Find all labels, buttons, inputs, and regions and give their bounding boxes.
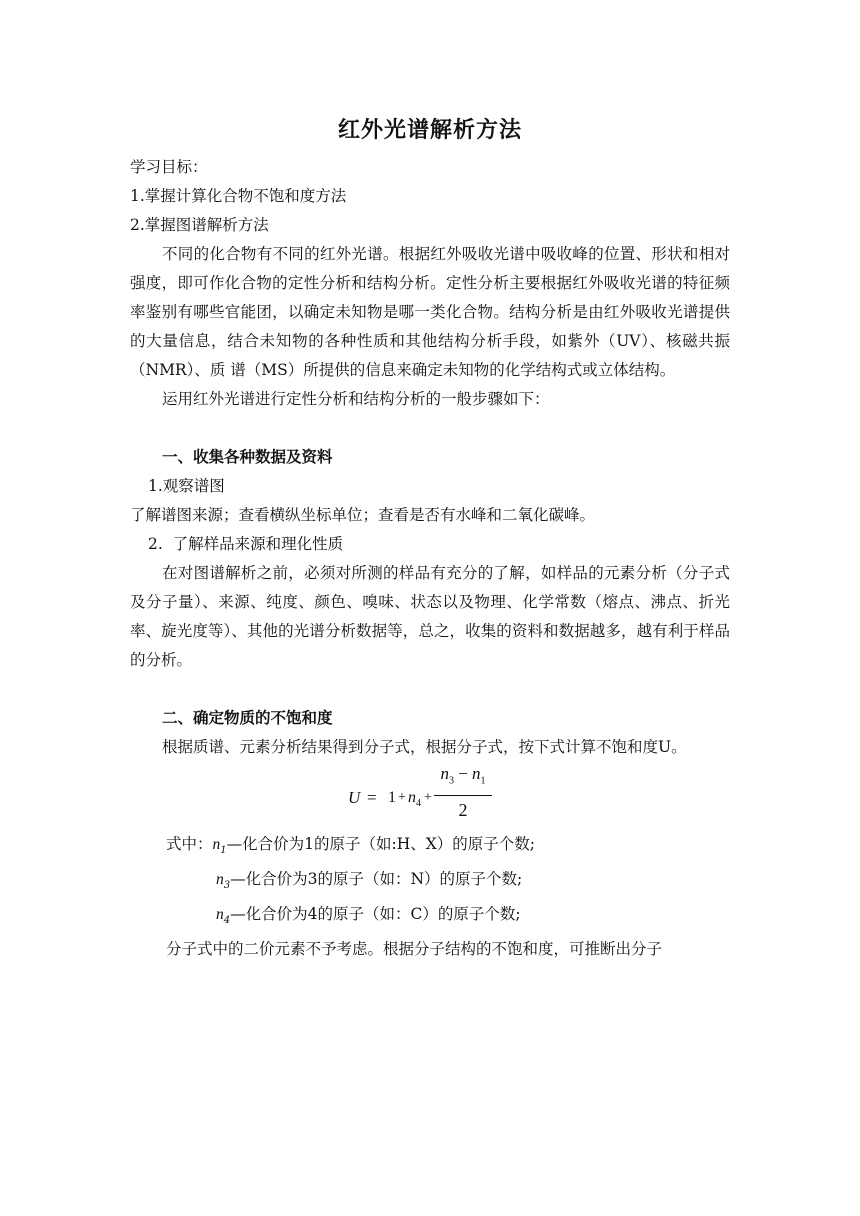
- formula-n4: $n_4$: [408, 789, 421, 810]
- formula-fraction: [434, 762, 492, 824]
- subsection-label: 2. 了解样品来源和理化性质: [148, 535, 344, 553]
- section-heading-1: 一、收集各种数据及资料: [162, 448, 333, 466]
- section-heading-2: 二、确定物质的不饱和度: [162, 709, 333, 727]
- formula-plus: +: [424, 790, 432, 805]
- unsaturation-formula: [130, 762, 730, 830]
- formula-plus: +: [398, 790, 406, 805]
- document-body: [130, 153, 730, 964]
- spacer: [130, 414, 730, 443]
- fraction-numerator: $n_3 - n_1$: [440, 764, 486, 787]
- intro-paragraph: 不同的化合物有不同的红外光谱。根据红外吸收光谱中吸收峰的位置、形状和相对强度，即可作化合物的定性分析和结构分析。定性分析主要根据红外吸收光谱的特征频率鉴别有哪些官能团，以确定未知物是哪一类化合物。结构分析是由红外吸收光谱提供的大量信息，结合未知物的各种性质和其他结构分析手段，如紫外（UV）、核磁共振（NMR）、质 谱（MS）所提供的信息来确定未知物的化学结构式或立体结构。: [130, 245, 730, 379]
- spacer: [130, 675, 730, 704]
- fraction-denominator: 2: [458, 800, 468, 821]
- subsection-text: 了解谱图来源；查看横纵坐标单位；查看是否有水峰和二氧化碳峰。: [130, 506, 596, 524]
- objective-item: 1.掌握计算化合物不饱和度方法: [130, 187, 347, 205]
- subsection-text: 在对图谱解析之前，必须对所测的样品有充分的了解，如样品的元素分析（分子式及分子量）、来源、纯度、颜色、嗅味、状态以及物理、化学常数（熔点、沸点、折光率、旋光度等）、其他的光谱分析数据等，总之，收集的资料和数据越多，越有利于样品的分析。: [130, 564, 730, 669]
- formula-note: $n_3—$化合价为3的原子（如：N）的原子个数;: [216, 870, 523, 892]
- section-tail-text: 分子式中的二价元素不予考虑。根据分子结构的不饱和度，可推断出分子: [166, 940, 663, 959]
- subsection-label: 1.观察谱图: [148, 477, 225, 495]
- formula-note: 式中：$n_1—$化合价为1的原子（如:H、X）的原子个数;: [166, 835, 535, 857]
- intro-steps-line: 运用红外光谱进行定性分析和结构分析的一般步骤如下：: [162, 390, 550, 408]
- formula-equals: =: [367, 788, 377, 807]
- document-title: 红外光谱解析方法: [337, 118, 522, 143]
- formula-lhs: U: [348, 788, 361, 807]
- formula-one: 1: [388, 789, 396, 806]
- formula-note: $n_4—$化合价为4的原子（如：C）的原子个数;: [216, 905, 521, 927]
- objective-item: 2.掌握图谱解析方法: [130, 216, 269, 234]
- section-text: 根据质谱、元素分析结果得到分子式，根据分子式，按下式计算不饱和度U。: [162, 738, 687, 756]
- objectives-label: 学习目标：: [130, 158, 208, 176]
